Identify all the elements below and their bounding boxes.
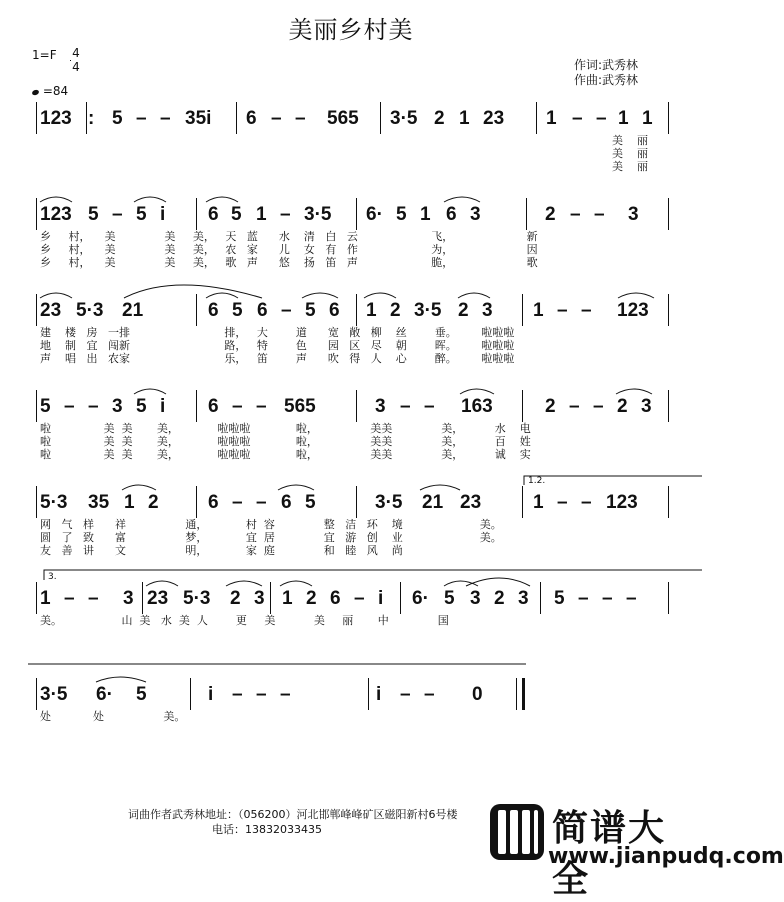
note: – xyxy=(594,204,605,225)
note: 5 xyxy=(112,108,123,129)
note: 6 xyxy=(208,300,219,321)
note: 21 xyxy=(122,300,144,321)
note: 2 xyxy=(306,588,317,609)
note: 5 xyxy=(554,588,565,609)
lyricist-credit: 作词:武秀林 xyxy=(574,58,639,72)
note: i xyxy=(160,396,166,417)
logo-url: www.jianpudq.com xyxy=(548,844,784,869)
note: 1 xyxy=(533,492,544,513)
note: 3 xyxy=(470,588,481,609)
note: i xyxy=(160,204,166,225)
time-signature-top: 4 xyxy=(72,46,80,60)
lyric-line: 处 处 美。 xyxy=(40,710,186,723)
note: 1 xyxy=(618,108,629,129)
note: 2 xyxy=(545,396,556,417)
note: 6 xyxy=(446,204,457,225)
note: i xyxy=(208,684,214,705)
lyric-line: 建 楼 房 一排 排， 大 道 宽 敞 柳 丝 垂。 啦啦啦 xyxy=(40,326,515,339)
note: 6· xyxy=(412,588,429,609)
piano-keys-icon xyxy=(490,804,544,860)
lyric-line: 美。 山 美 水 美 人 更 美 美 丽 中 国 xyxy=(40,614,449,627)
note: 5·3 xyxy=(40,492,68,513)
note: 1 xyxy=(124,492,135,513)
note: 21 xyxy=(422,492,444,513)
lyric-line: 乡 村， 美 美 美， 天 蓝 水 清 白 云 飞， 新 xyxy=(40,230,538,243)
volta-3: 3. xyxy=(48,572,57,582)
note: – xyxy=(400,396,411,417)
note: – xyxy=(400,684,411,705)
note: 2 xyxy=(390,300,401,321)
note: 23 xyxy=(460,492,482,513)
note: i xyxy=(376,684,382,705)
note: 123 xyxy=(606,492,638,513)
note: 6 xyxy=(329,300,340,321)
note: 2 xyxy=(545,204,556,225)
note: – xyxy=(281,300,292,321)
note: 6 xyxy=(208,396,219,417)
note: – xyxy=(569,396,580,417)
note: 3 xyxy=(628,204,639,225)
volta-1-2: 1.2. xyxy=(528,476,546,486)
note: 6 xyxy=(330,588,341,609)
lyric-line: 啦 美 美 美， 啦啦啦 啦， 美美 美， 水 电 xyxy=(40,422,531,435)
note: 5 xyxy=(444,588,455,609)
note: – xyxy=(232,396,243,417)
note: – xyxy=(581,300,592,321)
note: – xyxy=(112,204,123,225)
lyric-line: 美 丽 xyxy=(612,134,648,147)
note: 3 xyxy=(482,300,493,321)
note: 6 xyxy=(281,492,292,513)
note: 5 xyxy=(88,204,99,225)
tempo-value: =84 xyxy=(42,84,69,98)
note: 6 xyxy=(257,300,268,321)
time-signature-bottom: 4 xyxy=(72,60,80,74)
note: – xyxy=(232,492,243,513)
note: – xyxy=(88,588,99,609)
note: 35 xyxy=(88,492,110,513)
note: 23 xyxy=(147,588,169,609)
note: 2 xyxy=(434,108,445,129)
lyric-line: 乡 村， 美 美 美， 歌 声 悠 扬 笛 声 脆， 歌 xyxy=(40,256,538,269)
note: 1 xyxy=(40,588,51,609)
note: 5 xyxy=(136,684,147,705)
note: 3·5 xyxy=(375,492,403,513)
note: 3 xyxy=(518,588,529,609)
note: – xyxy=(570,204,581,225)
note: – xyxy=(88,396,99,417)
note: 3·5 xyxy=(390,108,418,129)
footer-phone: 电话：13832033435 xyxy=(212,823,322,836)
note: 5·3 xyxy=(76,300,104,321)
note: 5 xyxy=(305,300,316,321)
note: 2 xyxy=(458,300,469,321)
note: 3·5 xyxy=(40,684,68,705)
note: 565 xyxy=(327,108,359,129)
note: – xyxy=(572,108,583,129)
note: – xyxy=(256,396,267,417)
note: 3 xyxy=(123,588,134,609)
note: 0 xyxy=(472,684,483,705)
note: 23 xyxy=(483,108,505,129)
note: – xyxy=(280,204,291,225)
note: – xyxy=(626,588,637,609)
site-logo xyxy=(490,800,784,900)
note: 3·5 xyxy=(414,300,442,321)
lyric-line: 乡 村， 美 美 美， 农 家 儿 女 有 作 为， 因 xyxy=(40,243,538,256)
note: 5 xyxy=(40,396,51,417)
note: 35i xyxy=(185,108,212,129)
note: – xyxy=(424,684,435,705)
lyric-line: 圆 了 致 富 梦， 宜 居 宜 游 创 业 美。 xyxy=(40,531,502,544)
note: 5 xyxy=(136,396,147,417)
note: 5 xyxy=(136,204,147,225)
note: 2 xyxy=(617,396,628,417)
lyric-line: 啦 美 美 美， 啦啦啦 啦， 美美 美， 百 姓 xyxy=(40,435,531,448)
lyric-line: 美 丽 xyxy=(612,147,648,160)
note: – xyxy=(602,588,613,609)
note: 163 xyxy=(461,396,493,417)
note: 2 xyxy=(230,588,241,609)
note: 1 xyxy=(420,204,431,225)
note: 123 xyxy=(40,108,72,129)
note: – xyxy=(160,108,171,129)
note: 5 xyxy=(231,204,242,225)
note: – xyxy=(581,492,592,513)
note: – xyxy=(256,492,267,513)
note: 3 xyxy=(641,396,652,417)
note: 3 xyxy=(375,396,386,417)
note: 6 xyxy=(246,108,257,129)
note: – xyxy=(64,588,75,609)
note: 1 xyxy=(459,108,470,129)
note: 1 xyxy=(256,204,267,225)
note: 6· xyxy=(96,684,113,705)
lyric-line: 美 丽 xyxy=(612,160,648,173)
lyric-line: 地 制 宜 闯新 路， 特 色 园 区 尽 朝 晖。 啦啦啦 xyxy=(40,339,515,352)
note: 6· xyxy=(366,204,383,225)
lyric-line: 啦 美 美 美， 啦啦啦 啦， 美美 美， 诚 实 xyxy=(40,448,531,461)
note: 23 xyxy=(40,300,62,321)
note: 5 xyxy=(305,492,316,513)
note: – xyxy=(256,684,267,705)
note: 6 xyxy=(208,492,219,513)
note: 123 xyxy=(617,300,649,321)
note: – xyxy=(578,588,589,609)
note: – xyxy=(593,396,604,417)
note: : xyxy=(88,108,95,129)
note: 565 xyxy=(284,396,316,417)
note: 2 xyxy=(494,588,505,609)
note: – xyxy=(557,300,568,321)
note: – xyxy=(271,108,282,129)
note: – xyxy=(280,684,291,705)
note: 123 xyxy=(40,204,72,225)
note: 3 xyxy=(112,396,123,417)
note: 6 xyxy=(208,204,219,225)
note: – xyxy=(295,108,306,129)
note: 1 xyxy=(366,300,377,321)
note: 5·3 xyxy=(183,588,211,609)
composer-credit: 作曲:武秀林 xyxy=(574,73,639,87)
note: 1 xyxy=(642,108,653,129)
note: – xyxy=(596,108,607,129)
note: – xyxy=(354,588,365,609)
note: – xyxy=(136,108,147,129)
note: 3 xyxy=(254,588,265,609)
note: 1 xyxy=(533,300,544,321)
key-label: 1=F xyxy=(32,48,57,62)
note: 1 xyxy=(546,108,557,129)
logo-text: 简谱大全 xyxy=(552,808,667,900)
note: 3 xyxy=(470,204,481,225)
note: – xyxy=(424,396,435,417)
lyric-line: 友 善 讲 文 明， 家 庭 和 睦 风 尚 xyxy=(40,544,403,557)
song-title: 美丽乡村美 xyxy=(288,16,414,44)
note: 3·5 xyxy=(304,204,332,225)
lyric-line: 网 气 样 祥 通， 村 容 整 洁 环 境 美。 xyxy=(40,518,502,531)
note: 1 xyxy=(282,588,293,609)
lyric-line: 声 唱 出 农家 乐， 笛 声 吹 得 人 心 醉。 啦啦啦 xyxy=(40,352,515,365)
note: i xyxy=(378,588,384,609)
note: 5 xyxy=(396,204,407,225)
note: 5 xyxy=(232,300,243,321)
note: – xyxy=(64,396,75,417)
note: 2 xyxy=(148,492,159,513)
footer-address: 词曲作者武秀林地址：（056200）河北邯郸峰峰矿区磁阳新村6号楼 xyxy=(128,808,458,821)
note: – xyxy=(557,492,568,513)
note: – xyxy=(232,684,243,705)
